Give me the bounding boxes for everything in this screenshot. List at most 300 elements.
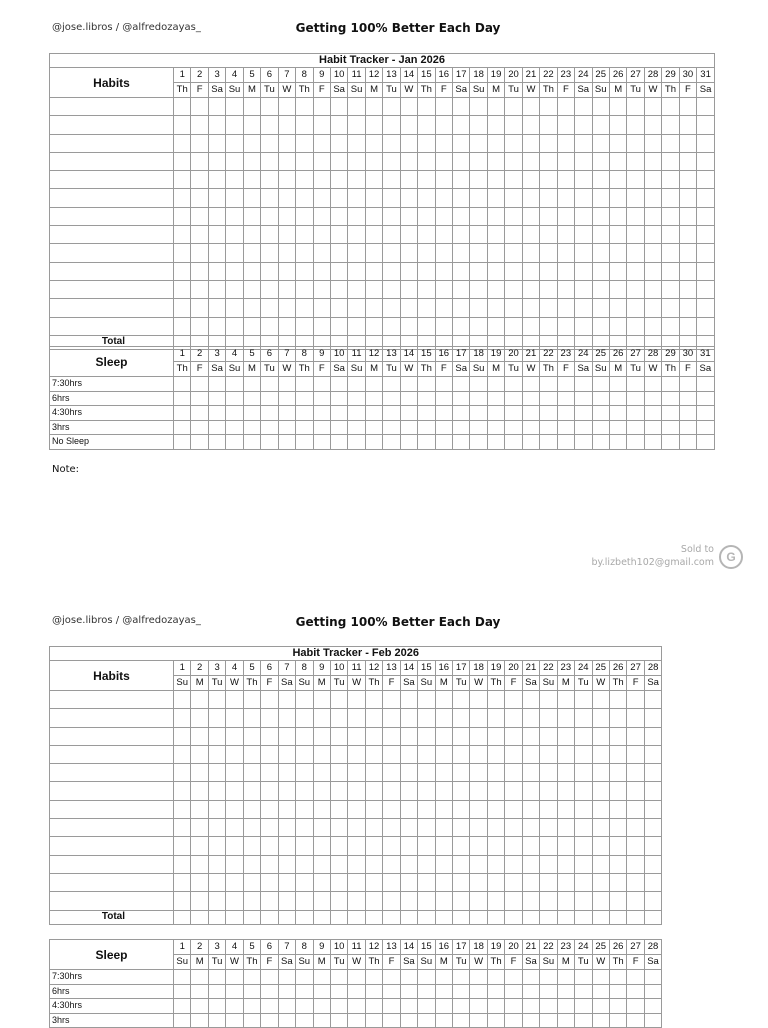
sleep-check-cell[interactable]	[575, 391, 592, 406]
habit-check-cell[interactable]	[575, 171, 592, 189]
habit-check-cell[interactable]	[540, 299, 557, 317]
habit-check-cell[interactable]	[418, 189, 435, 207]
sleep-check-cell[interactable]	[540, 984, 557, 999]
sleep-check-cell[interactable]	[522, 377, 539, 392]
habit-check-cell[interactable]	[208, 262, 225, 280]
habit-check-cell[interactable]	[487, 171, 504, 189]
habit-check-cell[interactable]	[453, 819, 470, 837]
habit-check-cell[interactable]	[296, 116, 313, 134]
habit-check-cell[interactable]	[400, 116, 417, 134]
habit-check-cell[interactable]	[400, 262, 417, 280]
sleep-check-cell[interactable]	[435, 1013, 452, 1028]
sleep-check-cell[interactable]	[365, 377, 382, 392]
habit-check-cell[interactable]	[522, 280, 539, 298]
habit-check-cell[interactable]	[365, 873, 382, 891]
sleep-check-cell[interactable]	[662, 377, 679, 392]
habit-check-cell[interactable]	[557, 317, 574, 335]
habit-check-cell[interactable]	[609, 745, 626, 763]
habit-check-cell[interactable]	[592, 837, 609, 855]
habit-check-cell[interactable]	[609, 299, 626, 317]
habit-check-cell[interactable]	[226, 709, 243, 727]
habit-check-cell[interactable]	[191, 709, 208, 727]
habit-check-cell[interactable]	[278, 873, 295, 891]
habit-check-cell[interactable]	[662, 226, 679, 244]
habit-check-cell[interactable]	[644, 98, 661, 116]
habit-check-cell[interactable]	[418, 134, 435, 152]
habit-check-cell[interactable]	[470, 207, 487, 225]
habit-check-cell[interactable]	[540, 819, 557, 837]
sleep-check-cell[interactable]	[383, 999, 400, 1014]
habit-check-cell[interactable]	[330, 727, 347, 745]
habit-check-cell[interactable]	[330, 280, 347, 298]
habit-name-cell[interactable]	[50, 709, 174, 727]
habit-check-cell[interactable]	[174, 280, 191, 298]
habit-check-cell[interactable]	[365, 819, 382, 837]
habit-check-cell[interactable]	[435, 837, 452, 855]
habit-check-cell[interactable]	[296, 892, 313, 910]
habit-check-cell[interactable]	[470, 244, 487, 262]
sleep-check-cell[interactable]	[435, 435, 452, 450]
sleep-check-cell[interactable]	[487, 999, 504, 1014]
habit-check-cell[interactable]	[418, 855, 435, 873]
habit-check-cell[interactable]	[226, 299, 243, 317]
habit-check-cell[interactable]	[313, 134, 330, 152]
sleep-check-cell[interactable]	[243, 391, 260, 406]
habit-check-cell[interactable]	[191, 764, 208, 782]
habit-check-cell[interactable]	[348, 782, 365, 800]
sleep-check-cell[interactable]	[557, 999, 574, 1014]
habit-check-cell[interactable]	[557, 299, 574, 317]
habit-check-cell[interactable]	[243, 892, 260, 910]
habit-check-cell[interactable]	[470, 727, 487, 745]
sleep-check-cell[interactable]	[348, 391, 365, 406]
habit-check-cell[interactable]	[418, 727, 435, 745]
habit-check-cell[interactable]	[348, 873, 365, 891]
habit-check-cell[interactable]	[174, 171, 191, 189]
habit-check-cell[interactable]	[226, 691, 243, 709]
habit-check-cell[interactable]	[383, 152, 400, 170]
sleep-check-cell[interactable]	[278, 435, 295, 450]
sleep-check-cell[interactable]	[261, 984, 278, 999]
habit-check-cell[interactable]	[191, 837, 208, 855]
habit-check-cell[interactable]	[191, 855, 208, 873]
sleep-check-cell[interactable]	[365, 435, 382, 450]
habit-check-cell[interactable]	[365, 800, 382, 818]
habit-check-cell[interactable]	[278, 189, 295, 207]
habit-check-cell[interactable]	[208, 709, 225, 727]
habit-check-cell[interactable]	[592, 171, 609, 189]
habit-check-cell[interactable]	[557, 280, 574, 298]
habit-check-cell[interactable]	[174, 800, 191, 818]
habit-check-cell[interactable]	[313, 189, 330, 207]
habit-check-cell[interactable]	[522, 171, 539, 189]
habit-check-cell[interactable]	[296, 262, 313, 280]
habit-check-cell[interactable]	[330, 892, 347, 910]
habit-check-cell[interactable]	[470, 873, 487, 891]
habit-check-cell[interactable]	[365, 171, 382, 189]
sleep-check-cell[interactable]	[470, 406, 487, 421]
sleep-check-cell[interactable]	[540, 420, 557, 435]
sleep-check-cell[interactable]	[522, 420, 539, 435]
habit-check-cell[interactable]	[697, 299, 715, 317]
habit-check-cell[interactable]	[487, 98, 504, 116]
sleep-check-cell[interactable]	[208, 420, 225, 435]
habit-check-cell[interactable]	[296, 134, 313, 152]
sleep-check-cell[interactable]	[435, 406, 452, 421]
habit-name-cell[interactable]	[50, 873, 174, 891]
habit-check-cell[interactable]	[365, 837, 382, 855]
habit-check-cell[interactable]	[557, 873, 574, 891]
habit-check-cell[interactable]	[208, 226, 225, 244]
habit-check-cell[interactable]	[330, 207, 347, 225]
habit-check-cell[interactable]	[679, 134, 696, 152]
habit-check-cell[interactable]	[313, 837, 330, 855]
sleep-check-cell[interactable]	[348, 377, 365, 392]
habit-check-cell[interactable]	[627, 837, 644, 855]
habit-check-cell[interactable]	[226, 226, 243, 244]
habit-check-cell[interactable]	[435, 800, 452, 818]
habit-check-cell[interactable]	[243, 873, 260, 891]
habit-name-cell[interactable]	[50, 134, 174, 152]
habit-check-cell[interactable]	[435, 819, 452, 837]
habit-check-cell[interactable]	[191, 280, 208, 298]
habit-check-cell[interactable]	[662, 116, 679, 134]
total-cell[interactable]	[174, 910, 191, 924]
sleep-check-cell[interactable]	[313, 999, 330, 1014]
habit-check-cell[interactable]	[313, 782, 330, 800]
habit-check-cell[interactable]	[557, 709, 574, 727]
sleep-check-cell[interactable]	[522, 999, 539, 1014]
habit-check-cell[interactable]	[400, 782, 417, 800]
sleep-check-cell[interactable]	[174, 420, 191, 435]
habit-check-cell[interactable]	[174, 98, 191, 116]
habit-check-cell[interactable]	[261, 226, 278, 244]
habit-check-cell[interactable]	[487, 299, 504, 317]
sleep-check-cell[interactable]	[418, 435, 435, 450]
habit-name-cell[interactable]	[50, 727, 174, 745]
habit-check-cell[interactable]	[296, 299, 313, 317]
habit-check-cell[interactable]	[400, 819, 417, 837]
habit-check-cell[interactable]	[348, 134, 365, 152]
sleep-check-cell[interactable]	[383, 391, 400, 406]
habit-check-cell[interactable]	[592, 709, 609, 727]
habit-check-cell[interactable]	[383, 764, 400, 782]
sleep-check-cell[interactable]	[557, 435, 574, 450]
habit-check-cell[interactable]	[243, 171, 260, 189]
habit-check-cell[interactable]	[575, 207, 592, 225]
habit-check-cell[interactable]	[278, 171, 295, 189]
habit-check-cell[interactable]	[609, 134, 626, 152]
habit-check-cell[interactable]	[418, 244, 435, 262]
habit-check-cell[interactable]	[365, 134, 382, 152]
habit-check-cell[interactable]	[226, 171, 243, 189]
habit-check-cell[interactable]	[208, 207, 225, 225]
total-cell[interactable]	[365, 910, 382, 924]
habit-check-cell[interactable]	[278, 317, 295, 335]
habit-check-cell[interactable]	[505, 727, 522, 745]
sleep-check-cell[interactable]	[540, 435, 557, 450]
habit-check-cell[interactable]	[383, 873, 400, 891]
habit-check-cell[interactable]	[470, 764, 487, 782]
sleep-check-cell[interactable]	[365, 970, 382, 985]
sleep-check-cell[interactable]	[453, 984, 470, 999]
habit-check-cell[interactable]	[609, 892, 626, 910]
habit-check-cell[interactable]	[697, 207, 715, 225]
habit-check-cell[interactable]	[261, 152, 278, 170]
habit-check-cell[interactable]	[540, 116, 557, 134]
habit-check-cell[interactable]	[174, 244, 191, 262]
sleep-check-cell[interactable]	[226, 970, 243, 985]
sleep-check-cell[interactable]	[609, 1013, 626, 1028]
total-cell[interactable]	[522, 910, 539, 924]
habit-check-cell[interactable]	[278, 262, 295, 280]
habit-check-cell[interactable]	[296, 244, 313, 262]
habit-check-cell[interactable]	[208, 299, 225, 317]
habit-check-cell[interactable]	[435, 244, 452, 262]
habit-check-cell[interactable]	[470, 837, 487, 855]
habit-check-cell[interactable]	[592, 262, 609, 280]
habit-name-cell[interactable]	[50, 189, 174, 207]
habit-check-cell[interactable]	[243, 226, 260, 244]
habit-check-cell[interactable]	[487, 262, 504, 280]
habit-check-cell[interactable]	[557, 244, 574, 262]
habit-check-cell[interactable]	[435, 892, 452, 910]
habit-check-cell[interactable]	[487, 782, 504, 800]
sleep-check-cell[interactable]	[487, 435, 504, 450]
habit-check-cell[interactable]	[226, 800, 243, 818]
sleep-check-cell[interactable]	[174, 999, 191, 1014]
sleep-check-cell[interactable]	[348, 999, 365, 1014]
habit-check-cell[interactable]	[174, 855, 191, 873]
sleep-check-cell[interactable]	[330, 420, 347, 435]
habit-check-cell[interactable]	[540, 745, 557, 763]
habit-check-cell[interactable]	[383, 299, 400, 317]
sleep-check-cell[interactable]	[592, 406, 609, 421]
habit-check-cell[interactable]	[330, 262, 347, 280]
habit-check-cell[interactable]	[365, 691, 382, 709]
sleep-check-cell[interactable]	[174, 435, 191, 450]
sleep-check-cell[interactable]	[453, 435, 470, 450]
habit-check-cell[interactable]	[261, 855, 278, 873]
sleep-check-cell[interactable]	[470, 420, 487, 435]
habit-check-cell[interactable]	[592, 280, 609, 298]
habit-check-cell[interactable]	[487, 280, 504, 298]
habit-check-cell[interactable]	[208, 800, 225, 818]
habit-check-cell[interactable]	[557, 262, 574, 280]
sleep-check-cell[interactable]	[644, 435, 661, 450]
habit-check-cell[interactable]	[348, 116, 365, 134]
habit-name-cell[interactable]	[50, 800, 174, 818]
habit-check-cell[interactable]	[208, 837, 225, 855]
habit-check-cell[interactable]	[540, 800, 557, 818]
habit-check-cell[interactable]	[174, 764, 191, 782]
habit-check-cell[interactable]	[330, 189, 347, 207]
habit-check-cell[interactable]	[435, 709, 452, 727]
total-cell[interactable]	[592, 910, 609, 924]
habit-check-cell[interactable]	[679, 299, 696, 317]
sleep-check-cell[interactable]	[470, 377, 487, 392]
habit-check-cell[interactable]	[487, 873, 504, 891]
sleep-check-cell[interactable]	[261, 1013, 278, 1028]
habit-check-cell[interactable]	[348, 262, 365, 280]
habit-check-cell[interactable]	[487, 207, 504, 225]
habit-check-cell[interactable]	[644, 116, 661, 134]
total-cell[interactable]	[208, 910, 225, 924]
habit-check-cell[interactable]	[174, 727, 191, 745]
habit-name-cell[interactable]	[50, 262, 174, 280]
habit-check-cell[interactable]	[453, 98, 470, 116]
habit-name-cell[interactable]	[50, 244, 174, 262]
habit-check-cell[interactable]	[296, 152, 313, 170]
sleep-check-cell[interactable]	[174, 970, 191, 985]
habit-check-cell[interactable]	[522, 262, 539, 280]
habit-check-cell[interactable]	[575, 873, 592, 891]
habit-check-cell[interactable]	[261, 134, 278, 152]
sleep-check-cell[interactable]	[609, 420, 626, 435]
sleep-check-cell[interactable]	[330, 377, 347, 392]
habit-check-cell[interactable]	[662, 98, 679, 116]
habit-check-cell[interactable]	[557, 189, 574, 207]
habit-check-cell[interactable]	[191, 152, 208, 170]
habit-check-cell[interactable]	[435, 171, 452, 189]
habit-check-cell[interactable]	[348, 764, 365, 782]
sleep-check-cell[interactable]	[644, 420, 661, 435]
habit-check-cell[interactable]	[627, 152, 644, 170]
habit-check-cell[interactable]	[243, 745, 260, 763]
habit-name-cell[interactable]	[50, 116, 174, 134]
habit-check-cell[interactable]	[435, 280, 452, 298]
habit-check-cell[interactable]	[261, 171, 278, 189]
habit-check-cell[interactable]	[470, 262, 487, 280]
sleep-check-cell[interactable]	[313, 420, 330, 435]
habit-check-cell[interactable]	[575, 727, 592, 745]
habit-check-cell[interactable]	[296, 800, 313, 818]
habit-check-cell[interactable]	[609, 764, 626, 782]
sleep-check-cell[interactable]	[226, 999, 243, 1014]
sleep-check-cell[interactable]	[418, 391, 435, 406]
habit-check-cell[interactable]	[313, 116, 330, 134]
habit-check-cell[interactable]	[348, 691, 365, 709]
sleep-check-cell[interactable]	[226, 1013, 243, 1028]
habit-check-cell[interactable]	[522, 116, 539, 134]
sleep-check-cell[interactable]	[365, 1013, 382, 1028]
sleep-check-cell[interactable]	[575, 406, 592, 421]
sleep-check-cell[interactable]	[522, 1013, 539, 1028]
habit-check-cell[interactable]	[435, 855, 452, 873]
habit-check-cell[interactable]	[348, 800, 365, 818]
sleep-check-cell[interactable]	[383, 984, 400, 999]
habit-check-cell[interactable]	[296, 280, 313, 298]
habit-check-cell[interactable]	[383, 226, 400, 244]
habit-check-cell[interactable]	[627, 800, 644, 818]
habit-check-cell[interactable]	[487, 134, 504, 152]
sleep-check-cell[interactable]	[679, 435, 696, 450]
sleep-check-cell[interactable]	[330, 391, 347, 406]
habit-check-cell[interactable]	[505, 226, 522, 244]
habit-check-cell[interactable]	[191, 98, 208, 116]
habit-check-cell[interactable]	[278, 207, 295, 225]
habit-check-cell[interactable]	[191, 782, 208, 800]
total-cell[interactable]	[470, 910, 487, 924]
habit-check-cell[interactable]	[330, 171, 347, 189]
habit-check-cell[interactable]	[383, 171, 400, 189]
sleep-check-cell[interactable]	[296, 1013, 313, 1028]
habit-check-cell[interactable]	[435, 262, 452, 280]
habit-check-cell[interactable]	[313, 709, 330, 727]
sleep-check-cell[interactable]	[191, 406, 208, 421]
habit-check-cell[interactable]	[453, 207, 470, 225]
habit-check-cell[interactable]	[191, 691, 208, 709]
sleep-check-cell[interactable]	[226, 435, 243, 450]
habit-check-cell[interactable]	[453, 152, 470, 170]
habit-check-cell[interactable]	[365, 709, 382, 727]
habit-check-cell[interactable]	[505, 800, 522, 818]
habit-check-cell[interactable]	[243, 837, 260, 855]
habit-check-cell[interactable]	[243, 782, 260, 800]
habit-check-cell[interactable]	[174, 317, 191, 335]
habit-check-cell[interactable]	[557, 800, 574, 818]
habit-check-cell[interactable]	[226, 727, 243, 745]
sleep-check-cell[interactable]	[453, 1013, 470, 1028]
habit-check-cell[interactable]	[487, 709, 504, 727]
sleep-check-cell[interactable]	[453, 406, 470, 421]
total-cell[interactable]	[348, 910, 365, 924]
habit-check-cell[interactable]	[226, 317, 243, 335]
habit-name-cell[interactable]	[50, 691, 174, 709]
habit-check-cell[interactable]	[365, 226, 382, 244]
habit-check-cell[interactable]	[575, 837, 592, 855]
habit-check-cell[interactable]	[296, 837, 313, 855]
habit-check-cell[interactable]	[679, 280, 696, 298]
sleep-check-cell[interactable]	[435, 999, 452, 1014]
habit-check-cell[interactable]	[365, 116, 382, 134]
sleep-check-cell[interactable]	[418, 377, 435, 392]
habit-check-cell[interactable]	[575, 152, 592, 170]
habit-check-cell[interactable]	[330, 116, 347, 134]
sleep-check-cell[interactable]	[208, 406, 225, 421]
habit-check-cell[interactable]	[679, 262, 696, 280]
sleep-check-cell[interactable]	[174, 984, 191, 999]
habit-check-cell[interactable]	[174, 189, 191, 207]
habit-check-cell[interactable]	[592, 98, 609, 116]
habit-check-cell[interactable]	[313, 855, 330, 873]
habit-check-cell[interactable]	[505, 782, 522, 800]
habit-check-cell[interactable]	[296, 727, 313, 745]
sleep-check-cell[interactable]	[505, 377, 522, 392]
habit-check-cell[interactable]	[435, 727, 452, 745]
habit-check-cell[interactable]	[313, 171, 330, 189]
habit-check-cell[interactable]	[348, 317, 365, 335]
sleep-check-cell[interactable]	[662, 420, 679, 435]
habit-check-cell[interactable]	[540, 873, 557, 891]
habit-check-cell[interactable]	[313, 317, 330, 335]
habit-check-cell[interactable]	[383, 98, 400, 116]
habit-check-cell[interactable]	[662, 280, 679, 298]
sleep-check-cell[interactable]	[313, 435, 330, 450]
habit-check-cell[interactable]	[383, 244, 400, 262]
sleep-check-cell[interactable]	[330, 1013, 347, 1028]
habit-check-cell[interactable]	[261, 892, 278, 910]
sleep-check-cell[interactable]	[505, 435, 522, 450]
habit-check-cell[interactable]	[313, 745, 330, 763]
habit-check-cell[interactable]	[418, 873, 435, 891]
habit-check-cell[interactable]	[383, 892, 400, 910]
habit-check-cell[interactable]	[400, 837, 417, 855]
habit-check-cell[interactable]	[226, 892, 243, 910]
sleep-check-cell[interactable]	[191, 984, 208, 999]
habit-check-cell[interactable]	[313, 152, 330, 170]
habit-check-cell[interactable]	[540, 727, 557, 745]
